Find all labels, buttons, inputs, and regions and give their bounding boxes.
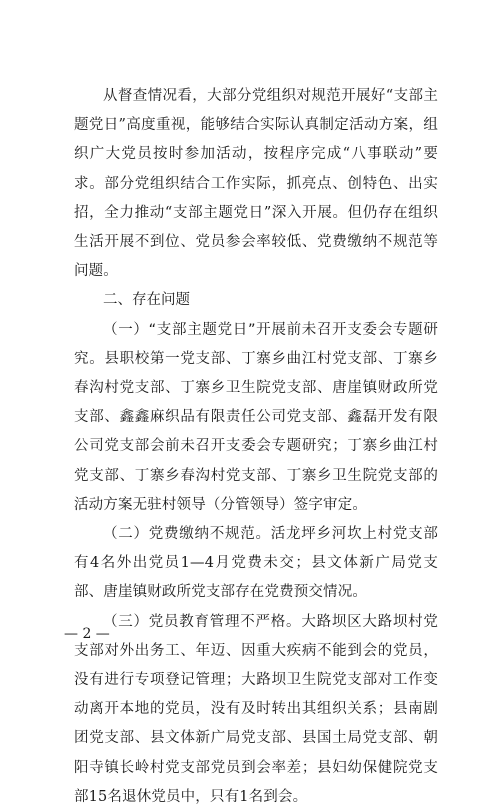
problem-item-1: [74, 316, 438, 520]
problem-item-3: [74, 608, 438, 812]
section-heading-problems: 二、存在问题: [103, 292, 190, 309]
problem-item-2-body: 活龙坪乡河坎上村党支部有4名外出党员1—4月党费未交；县文体新广局党支部、唐崖镇财政所党支部存在党费预交情况。: [74, 526, 438, 601]
document-body: [74, 82, 438, 812]
problem-item-1-body: 县职校第一党支部、丁寨乡曲江村党支部、丁寨乡春沟村党支部、丁寨乡卫生院党支部、唐崖镇财政所党支部、鑫鑫麻织品有限责任公司党支部、鑫磊开发有限公司党支部会前未召开支委会专题研究；丁寨乡曲江村党支部、丁寨乡春沟村党支部、丁寨乡卫生院党支部的活动方案无驻村领导（分管领导）签字审定。: [74, 350, 438, 513]
problem-item-3-heading: （三）党员教育管理不严格。: [103, 613, 302, 630]
intro-paragraph: 从督查情况看，大部分党组织对规范开展好“支部主题党日”高度重视，能够结合实际认真制定活动方案，组织广大党员按时参加活动，按程序完成“八事联动”要求。部分党组织结合工作实际，抓亮点、创特色、出实招，全力推动“支部主题党日”深入开展。但仍存在组织生活开展不到位、党员参会率较低、党费缴纳不规范等问题。: [74, 88, 438, 280]
problem-item-2-heading: （二）党费缴纳不规范。: [103, 526, 271, 543]
problem-item-2: [74, 520, 438, 608]
problem-item-1-heading: （一）“支部主题党日”开展前未召开支委会专题研究。: [74, 321, 438, 367]
problem-item-3-body: 大路坝区大路坝村党支部对外出务工、年迈、因重大疾病不能到会的党员，没有进行专项登记管理；大路坝卫生院党支部对工作变动离开本地的党员，没有及时转出其组织关系；县南剧团党支部、县文体新广局党支部、县国土局党支部、朝阳寺镇长岭村党支部党员到会率差；县妇幼保健院党支部15名退休党员中，只有1名到会。: [74, 613, 438, 805]
page-number: — 2 —: [64, 626, 110, 642]
